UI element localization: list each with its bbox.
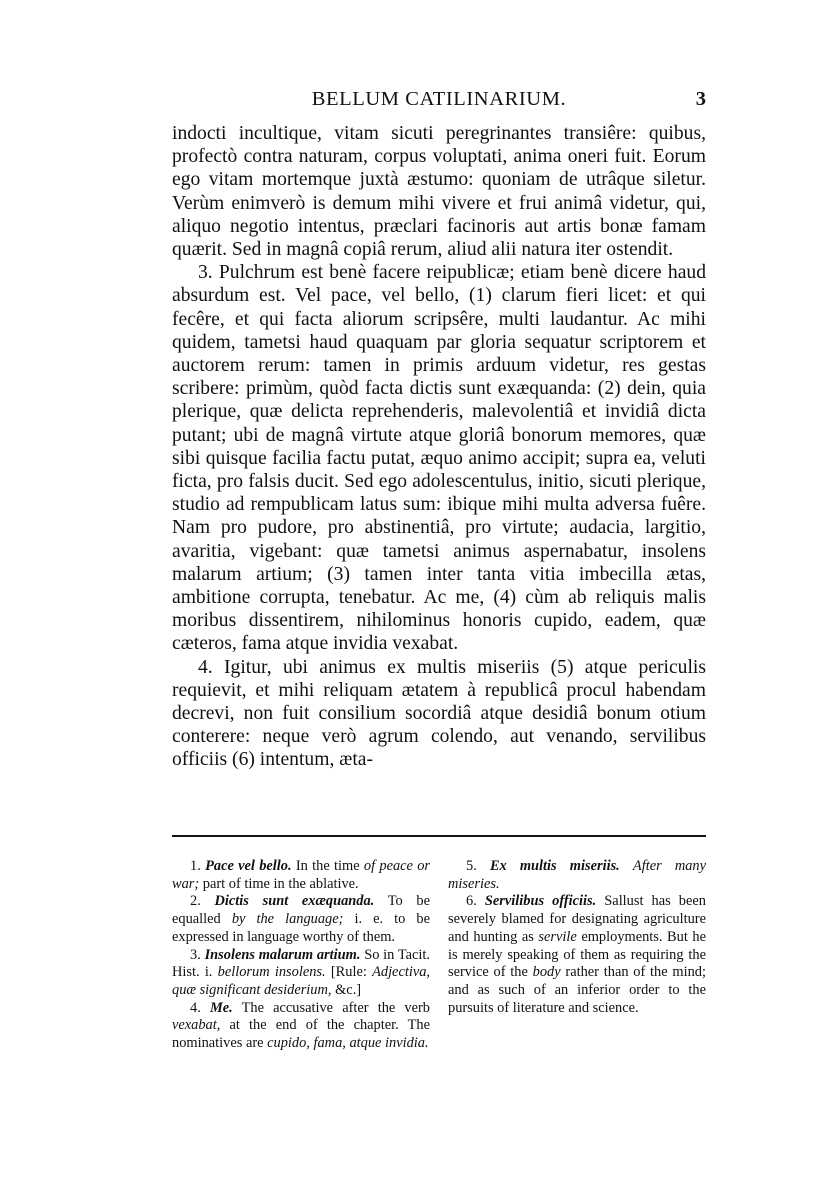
- footnote-text: So in Tacit. Hist. i.: [172, 946, 430, 981]
- footnote-italic: Adjectiva, quæ significant desiderium,: [172, 964, 431, 998]
- footnotes-left-column: [172, 858, 430, 1053]
- footnote-lemma: Dictis sunt exæquanda.: [214, 893, 375, 910]
- footnote-4: [172, 1000, 430, 1053]
- footnote-italic: After many miseries.: [448, 858, 706, 892]
- footnote-1: [172, 858, 430, 893]
- footnote-text: Sallust has been severely blamed for designating agriculture and hunting as: [448, 893, 706, 945]
- footnote-italic: bellorum insolens.: [217, 964, 326, 981]
- footnote-text: i. e. to be expressed in language worthy of them.: [172, 911, 431, 945]
- footnote-text: part of time in the ablative.: [202, 875, 359, 892]
- footnote-italic: cupido, fama, atque invidia.: [267, 1035, 429, 1052]
- footnote-number: 4.: [190, 999, 201, 1016]
- footnote-lemma: Pace vel bello.: [205, 858, 292, 874]
- footnote-divider: [172, 835, 706, 837]
- running-title: BELLUM CATILINARIUM.: [311, 88, 567, 110]
- footnote-2: [172, 893, 430, 946]
- footnote-3: [172, 947, 430, 1000]
- footnote-text: employments. But he is merely speaking of them as requiring the service of the: [448, 928, 706, 981]
- footnotes-right-column: [448, 858, 706, 1017]
- page-number: 3: [695, 88, 706, 110]
- footnote-italic: servile: [538, 928, 577, 945]
- footnote-lemma: Servilibus officiis.: [484, 893, 597, 910]
- footnote-5: [448, 858, 706, 893]
- footnote-lemma: Insolens malarum artium.: [204, 946, 361, 963]
- footnote-text: The accusative after the verb: [241, 999, 430, 1016]
- running-header: [172, 88, 706, 122]
- footnote-text: &c.]: [335, 981, 362, 998]
- footnote-lemma: Me.: [209, 999, 233, 1016]
- footnote-text: In the time: [295, 858, 360, 874]
- footnote-italic: body: [532, 964, 561, 981]
- footnote-number: 2.: [190, 893, 201, 910]
- footnote-italic: of peace or war;: [172, 858, 430, 892]
- footnote-number: 1.: [190, 858, 201, 874]
- footnote-number: 6.: [466, 893, 477, 910]
- footnote-number: 3.: [190, 946, 201, 963]
- footnote-text: To be equalled: [172, 893, 430, 928]
- main-text: [172, 122, 706, 772]
- footnote-number: 5.: [466, 858, 477, 874]
- paragraph-4-section: 4. Igitur, ubi animus ex multis miseriis (5) atque periculis requievit, et mihi reliquam ætatem à republicâ procul habendam decrevi, non fuit consilium socordiâ atque desidiâ bonum otium conterere: neque verò agrum colendo, aut venando, servilibus officiis (6) intentum, æta-: [172, 656, 706, 771]
- page-content: [172, 88, 706, 772]
- footnote-italic: by the language;: [231, 911, 344, 928]
- paragraph-3-section: 3. Pulchrum est benè facere reipublicæ; etiam benè dicere haud absurdum est. Vel pace, vel bello, (1) clarum fieri licet: et qui fecêre, et qui facta aliorum scripsêre, multi laudantur. Ac mihi quidem, tametsi haud quaquam par gloria sequatur scriptorem et auctorem rerum: tamen in primis arduum videtur, res gestas scribere: primùm, quòd facta dictis sunt exæquanda: (2) dein, quia plerique, quæ delicta reprehenderis, malevolentiâ et invidiâ dicta putant; ubi de magnâ virtute atque gloriâ bonorum memores, quæ sibi quisque facilia factu putat, æquo animo accipit; supra ea, veluti ficta, pro falsis ducit. Sed ego adolescentulus, initio, sicuti plerique, studio ad rempublicam latus sum: ibique mihi multa adversa fuêre. Nam pro pudore, pro abstinentiâ, pro virtute; audacia, largitio, avaritia, vigebant: quæ tametsi animus aspernabatur, insolens malarum artium; (3) tamen inter tanta vitia imbecilla ætas, ambitione corrupta, tenebatur. Ac me, (4) cùm ab reliquis malis moribus dissentirem, nihilominus honoris cupido, eadem, quæ cæteros, fama atque invidia vexabat.: [172, 262, 706, 655]
- footnote-italic: vexabat,: [172, 1017, 221, 1034]
- footnote-lemma: Ex multis miseriis.: [489, 858, 620, 874]
- footnote-text: at the end of the chapter. The nominatives are: [172, 1017, 430, 1052]
- footnote-text: rather than of the mind; and as such of an inferior order to the pursuits of literature and science.: [448, 964, 706, 1016]
- footnote-text: [Rule:: [330, 964, 367, 981]
- paragraph-1: indocti incultique, vitam sicuti peregrinantes transiêre: quibus, profectò contra naturam, corpus voluptati, anima oneri fuit. Eorum ego vitam mortemque juxtà æstumo: quoniam de utrâque siletur. Verùm enimverò is demum mihi vivere et frui animâ videtur, qui, aliquo negotio intentus, præclari facinoris aut artis bonæ famam quærit. Sed in magnâ copiâ rerum, aliud alii natura iter ostendit.: [172, 123, 706, 261]
- footnote-6: [448, 893, 706, 1017]
